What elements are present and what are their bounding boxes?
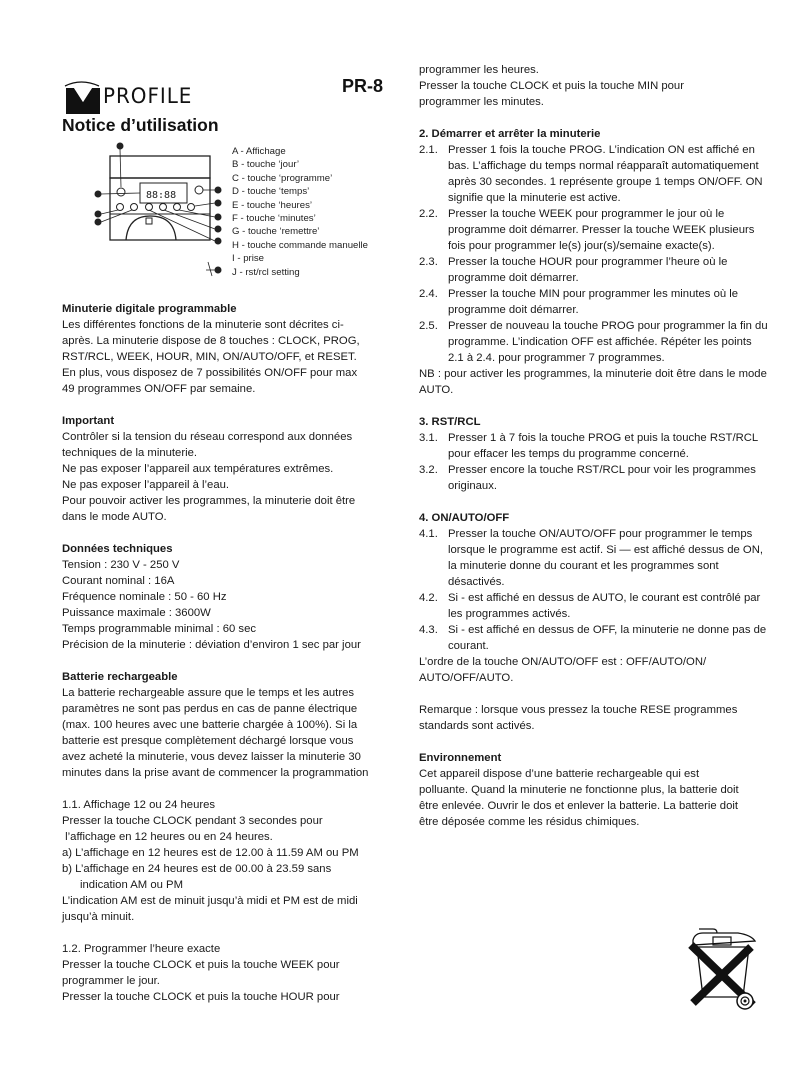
subsection-heading: 1.2. Programmer l’heure exacte (62, 943, 221, 955)
brand-logo (63, 76, 223, 116)
text-line: Presser la touche CLOCK pendant 3 secondes pour (62, 815, 323, 827)
section-heading: Données techniques (62, 543, 173, 555)
spec-line: Courant nominal : 16A (62, 575, 175, 587)
text-line: avez acheté la minuterie, vous devez laisser la minuterie 30 (62, 751, 361, 763)
text-line: RST/RCL, WEEK, HOUR, MIN, ON/AUTO/OFF, et RESET. (62, 351, 357, 363)
text-line: En plus, vous disposez de 7 possibilités ON/OFF pour max (62, 367, 358, 379)
spec-line: Tension : 230 V - 250 V (62, 559, 180, 571)
text-line: a) L’affichage en 12 heures est de 12.00 à 11.59 AM ou PM (62, 847, 359, 859)
spec-line: Fréquence nominale : 50 - 60 Hz (62, 591, 227, 603)
numbered-step (419, 286, 769, 318)
text-line: Presser la touche CLOCK et puis la touche MIN pour (419, 80, 684, 92)
remark-text: Remarque : lorsque vous pressez la touche RESE programmes standards sont activés. (419, 704, 738, 732)
note-text: NB : pour activer les programmes, la minuterie doit être dans le mode AUTO. (419, 368, 767, 396)
step-text: Presser 1 fois la touche PROG. L’indication ON est affiché en bas. L’affichage du temps normal réapparaît automatiquement après 30 secondes. 1 représente groupe 1 temps ON/OFF. ON signifie que la minuterie est active. (448, 144, 763, 204)
timer-device-diagram (88, 140, 228, 280)
right-column (419, 62, 769, 846)
diagram-legend (232, 145, 368, 279)
numbered-step (419, 142, 769, 206)
section-donnees-techniques (62, 541, 392, 653)
text-line: techniques de la minuterie. (62, 447, 198, 459)
step-text: Presser la touche HOUR pour programmer l’heure où le programme doit démarrer. (448, 256, 728, 284)
legend-item: I - prise (232, 253, 264, 265)
step-text: Si - est affiché en dessus de AUTO, le courant est contrôlé par les programmes activés. (448, 592, 761, 620)
text-line: L’indication AM est de minuit jusqu’à midi et PM est de midi (62, 895, 358, 907)
section-affichage (62, 797, 392, 925)
step-number: 2.5. (419, 320, 438, 332)
numbered-step (419, 206, 769, 254)
order-text: L’ordre de la touche ON/AUTO/OFF est : OFF/AUTO/ON/ AUTO/OFF/AUTO. (419, 656, 707, 684)
legend-item: G - touche ‘remettre’ (232, 226, 320, 238)
text-line: minutes dans la prise avant de commencer la programmation (62, 767, 369, 779)
step-text: Presser la touche WEEK pour programmer le jour où le programme doit démarrer. Presser la touche WEEK plusieurs fois pour programmer le(s) jour(s)/semaine exacte(s). (448, 208, 755, 252)
left-column (62, 301, 392, 1021)
step-number: 2.1. (419, 144, 438, 156)
section-rst-rcl (419, 414, 769, 494)
legend-item: J - rst/rcl setting (232, 266, 300, 278)
text-line: paramètres ne sont pas perdus en cas de panne électrique (62, 703, 358, 715)
text-line: Presser la touche CLOCK et puis la touche HOUR pour (62, 991, 340, 1003)
text-line: Contrôler si la tension du réseau correspond aux données (62, 431, 353, 443)
section-heading: Minuterie digitale programmable (62, 303, 237, 315)
section-on-auto-off (419, 510, 769, 686)
model-number: PR-8 (342, 76, 384, 96)
numbered-step (419, 526, 769, 590)
legend-item: C - touche ‘programme’ (232, 172, 333, 184)
step-number: 2.3. (419, 256, 438, 268)
legend-item: B - touche ‘jour’ (232, 159, 300, 171)
text-line: La batterie rechargeable assure que le temps et les autres (62, 687, 355, 699)
text-line: (max. 100 heures avec une batterie chargée à 100%). Si la (62, 719, 358, 731)
page-title: Notice d’utilisation (62, 115, 219, 135)
text-line: dans le mode AUTO. (62, 511, 167, 523)
numbered-step (419, 254, 769, 286)
step-text: Presser 1 à 7 fois la touche PROG et puis la touche RST/RCL pour effacer les temps du programme concerné. (448, 432, 758, 460)
step-number: 3.1. (419, 432, 438, 444)
section-minuterie (62, 301, 392, 397)
section-remarque (419, 702, 769, 734)
section-continuation (419, 62, 769, 110)
step-text: Presser la touche ON/AUTO/OFF pour programmer le temps lorsque le programme est actif. Si — est affiché dessus de ON, la minuterie donne du courant et les programmes sont désactivés. (448, 528, 763, 588)
step-number: 4.3. (419, 624, 438, 636)
section-environnement (419, 750, 769, 830)
step-number: 2.2. (419, 208, 438, 220)
environment-text: Cet appareil dispose d’une batterie rechargeable qui est polluante. Quand la minuterie ne fonctionne plus, la batterie doit être enlevée. Ouvrir le dos et enlever la batterie. La batterie doit être déposée comme les résidus chimiques. (419, 768, 739, 828)
numbered-step (419, 462, 769, 494)
text-line: programmer les heures. (419, 64, 539, 76)
section-heading: 2. Démarrer et arrêter la minuterie (419, 128, 601, 140)
svg-text:88:88: 88:88 (146, 190, 177, 201)
text-line: Les différentes fonctions de la minuterie sont décrites ci- (62, 319, 344, 331)
text-line: b) L’affichage en 24 heures est de 00.00 à 23.59 sans (62, 863, 332, 875)
text-line: l’affichage en 12 heures ou en 24 heures. (62, 831, 273, 843)
text-line: programmer les minutes. (419, 96, 544, 108)
legend-item: E - touche ‘heures’ (232, 199, 312, 211)
section-demarrer-arreter (419, 126, 769, 398)
numbered-step (419, 590, 769, 622)
crossed-out-wheelie-bin-icon (683, 925, 763, 1015)
text-line: Ne pas exposer l’appareil aux températures extrêmes. (62, 463, 334, 475)
step-text: Presser la touche MIN pour programmer les minutes où le programme doit démarrer. (448, 288, 739, 316)
section-heading: Environnement (419, 752, 502, 764)
spec-line: Puissance maximale : 3600W (62, 607, 211, 619)
step-number: 3.2. (419, 464, 438, 476)
brand-name: PROFILE (103, 84, 193, 108)
text-line: Ne pas exposer l’appareil à l’eau. (62, 479, 230, 491)
section-heure-exacte (62, 941, 392, 1005)
legend-item: A - Affichage (232, 146, 286, 157)
step-text: Si - est affiché en dessus de OFF, la minuterie ne donne pas de courant. (448, 624, 767, 652)
legend-item: F - touche ‘minutes’ (232, 213, 316, 225)
section-heading: 4. ON/AUTO/OFF (419, 512, 510, 524)
spec-line: Précision de la minuterie : déviation d’environ 1 sec par jour (62, 639, 361, 651)
text-line: indication AM ou PM (80, 879, 183, 891)
text-line: Presser la touche CLOCK et puis la touche WEEK pour (62, 959, 340, 971)
step-text: Presser encore la touche RST/RCL pour voir les programmes originaux. (448, 464, 756, 492)
text-line: Pour pouvoir activer les programmes, la minuterie doit être (62, 495, 356, 507)
numbered-step (419, 622, 769, 654)
section-batterie (62, 669, 392, 781)
step-text: Presser de nouveau la touche PROG pour programmer la fin du programme. L’indication OFF est affichée. Répéter les points 2.1 à 2.4. pour programmer 7 programmes. (448, 320, 768, 364)
text-line: après. La minuterie dispose de 8 touches : CLOCK, PROG, (62, 335, 360, 347)
spec-line: Temps programmable minimal : 60 sec (62, 623, 256, 635)
legend-item: D - touche ‘temps’ (232, 186, 310, 198)
section-heading: 3. RST/RCL (419, 416, 481, 428)
text-line: 49 programmes ON/OFF par semaine. (62, 383, 256, 395)
numbered-step (419, 430, 769, 462)
step-number: 4.2. (419, 592, 438, 604)
section-heading: Batterie rechargeable (62, 671, 178, 683)
text-line: jusqu’à minuit. (62, 911, 135, 923)
step-number: 2.4. (419, 288, 438, 300)
numbered-step (419, 318, 769, 366)
step-number: 4.1. (419, 528, 438, 540)
profile-logo-icon (63, 76, 103, 116)
subsection-heading: 1.1. Affichage 12 ou 24 heures (62, 799, 216, 811)
section-heading: Important (62, 415, 115, 427)
legend-item: H - touche commande manuelle (232, 239, 368, 251)
text-line: batterie est presque complètement déchargé lorsque vous (62, 735, 354, 747)
section-important (62, 413, 392, 525)
text-line: programmer le jour. (62, 975, 160, 987)
